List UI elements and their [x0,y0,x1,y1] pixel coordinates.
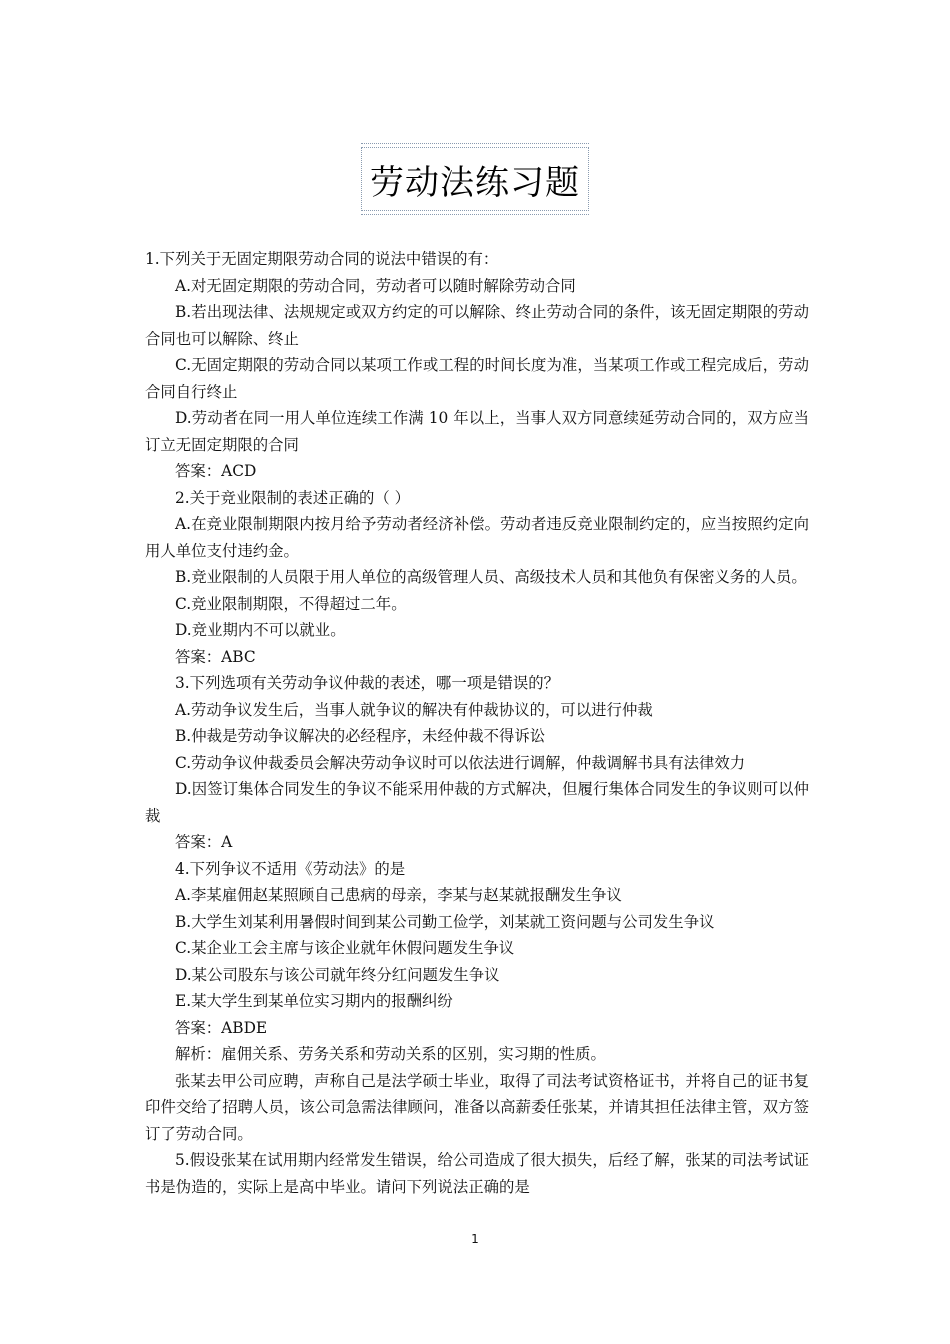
paragraph: E.某大学生到某单位实习期内的报酬纠纷 [175,992,453,1010]
page-number: 1 [471,1232,479,1246]
paragraph: B.竞业限制的人员限于用人单位的高级管理人员、高级技术人员和其他负有保密义务的人员。 [175,568,807,586]
paragraph: D.因签订集体合同发生的争议不能采用仲裁的方式解决，但履行集体合同发生的争议则可以仲裁 [145,780,809,825]
paragraph: C.劳动争议仲裁委员会解决劳动争议时可以依法进行调解，仲裁调解书具有法律效力 [175,753,746,772]
page-title: 劳动法练习题 [370,162,580,203]
paragraph: C.某企业工会主席与该企业就年休假问题发生争议 [175,939,515,957]
paragraph: 答案：ABDE [175,1018,268,1037]
paragraph: 2.关于竞业限制的表述正确的（ ） [175,488,411,507]
paragraph: B.仲裁是劳动争议解决的必经程序，未经仲裁不得诉讼 [175,727,546,745]
paragraph: 3.下列选项有关劳动争议仲裁的表述，哪一项是错误的？ [175,674,560,692]
paragraph: B.大学生刘某利用暑假时间到某公司勤工俭学，刘某就工资问题与公司发生争议 [175,912,715,931]
paragraph: C.无固定期限的劳动合同以某项工作或工程的时间长度为准，当某项工作或工程完成后，劳动合同自行终止 [145,356,809,401]
paragraph: 1.下列关于无固定期限劳动合同的说法中错误的有： [145,250,499,268]
paragraph: D.竞业期内不可以就业。 [175,621,346,639]
paragraph: 5.假设张某在试用期内经常发生错误，给公司造成了很大损失，后经了解，张某的司法考试证书是伪造的，实际上是高中毕业。请问下列说法正确的是 [145,1151,809,1196]
paragraph: A.李某雇佣赵某照顾自己患病的母亲，李某与赵某就报酬发生争议 [175,886,622,904]
paragraph: 解析：雇佣关系、劳务关系和劳动关系的区别，实习期的性质。 [175,1045,606,1063]
paragraph: D.劳动者在同一用人单位连续工作满 10 年以上，当事人双方同意续延劳动合同的，双方应当订立无固定期限的合同 [145,409,809,454]
paragraph: A.劳动争议发生后，当事人就争议的解决有仲裁协议的，可以进行仲裁 [175,700,653,719]
paragraph: 答案：ABC [175,647,256,666]
paragraph: 答案：A [175,833,233,851]
paragraph: C.竞业限制期限，不得超过二年。 [175,594,407,613]
paragraph: A.对无固定期限的劳动合同，劳动者可以随时解除劳动合同 [175,276,576,295]
paragraph: A.在竞业限制期限内按月给予劳动者经济补偿。劳动者违反竞业限制约定的，应当按照约定向用人单位支付违约金。 [145,515,809,560]
document-body [145,246,809,1200]
paragraph: 答案：ACD [175,462,257,480]
paragraph: D.某公司股东与该公司就年终分红问题发生争议 [175,965,500,984]
title-frame [361,147,589,211]
paragraph: 张某去甲公司应聘，声称自己是法学硕士毕业，取得了司法考试资格证书，并将自己的证书复印件交给了招聘人员，该公司急需法律顾问，准备以高薪委任张某，并请其担任法律主管，双方签订了劳动合同。 [145,1071,809,1143]
paragraph: 4.下列争议不适用《劳动法》的是 [175,859,406,878]
paragraph: B.若出现法律、法规规定或双方约定的可以解除、终止劳动合同的条件，该无固定期限的劳动合同也可以解除、终止 [145,303,809,348]
